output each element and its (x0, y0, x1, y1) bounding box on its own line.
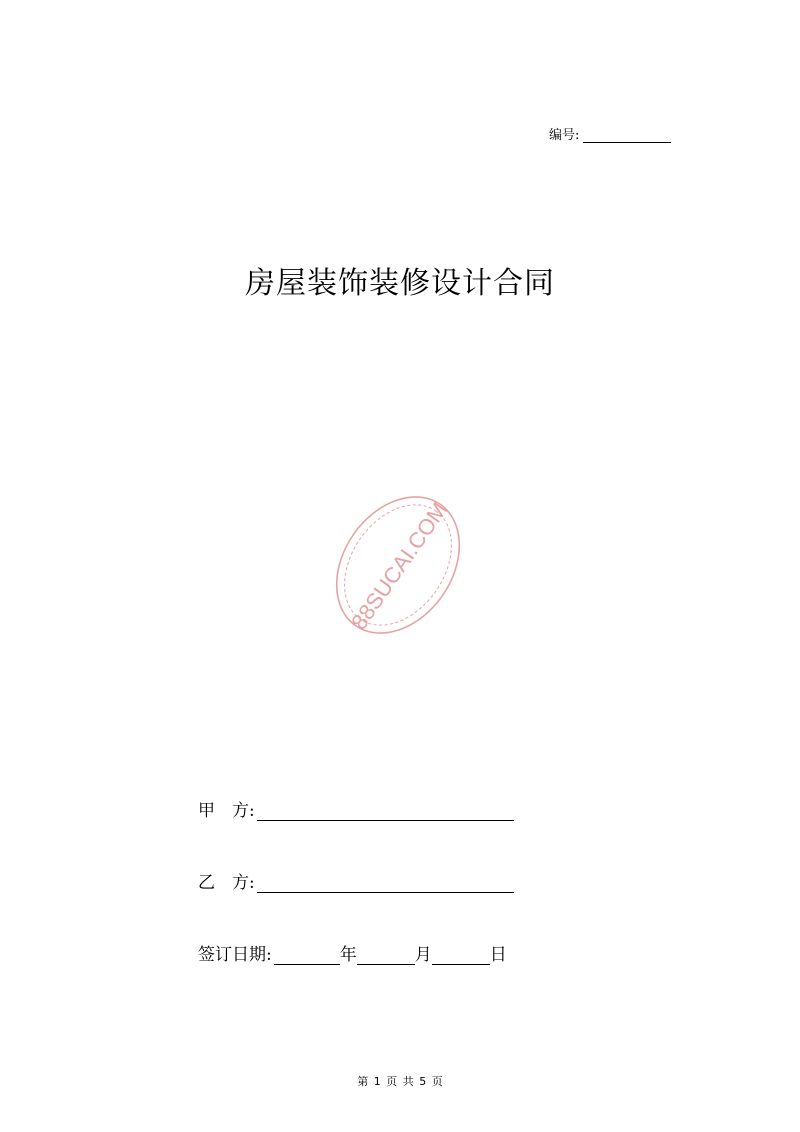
signing-date-label: 签订日期: (198, 945, 272, 965)
document-title: 房屋装饰装修设计合同 (245, 266, 555, 301)
year-label: 年 (339, 945, 357, 965)
year-input-line[interactable] (274, 946, 340, 965)
page-footer (0, 1073, 800, 1089)
footer-page-word: 页 (386, 1075, 398, 1088)
party-b-label: 乙 方: (198, 873, 255, 893)
day-label: 日 (489, 945, 507, 965)
party-a-input-line[interactable] (257, 802, 514, 821)
footer-prefix: 第 (357, 1075, 369, 1088)
month-label: 月 (414, 945, 432, 965)
footer-current-page: 1 (373, 1075, 381, 1088)
watermark-stamp (318, 490, 478, 640)
document-number-label: 编号: (549, 128, 580, 143)
document-number-field (549, 124, 671, 143)
party-a-row (198, 796, 514, 821)
day-input-line[interactable] (432, 946, 490, 965)
footer-total-prefix: 共 (402, 1075, 414, 1088)
month-input-line[interactable] (357, 946, 415, 965)
document-number-blank[interactable] (583, 128, 671, 143)
footer-suffix: 页 (431, 1075, 443, 1088)
party-b-input-line[interactable] (257, 874, 514, 893)
party-a-label: 甲 方: (198, 801, 255, 821)
party-b-row (198, 868, 514, 893)
footer-total-pages: 5 (419, 1075, 427, 1088)
signing-date-row (198, 940, 507, 965)
watermark-text: 88SUCAI.COM (346, 497, 453, 635)
